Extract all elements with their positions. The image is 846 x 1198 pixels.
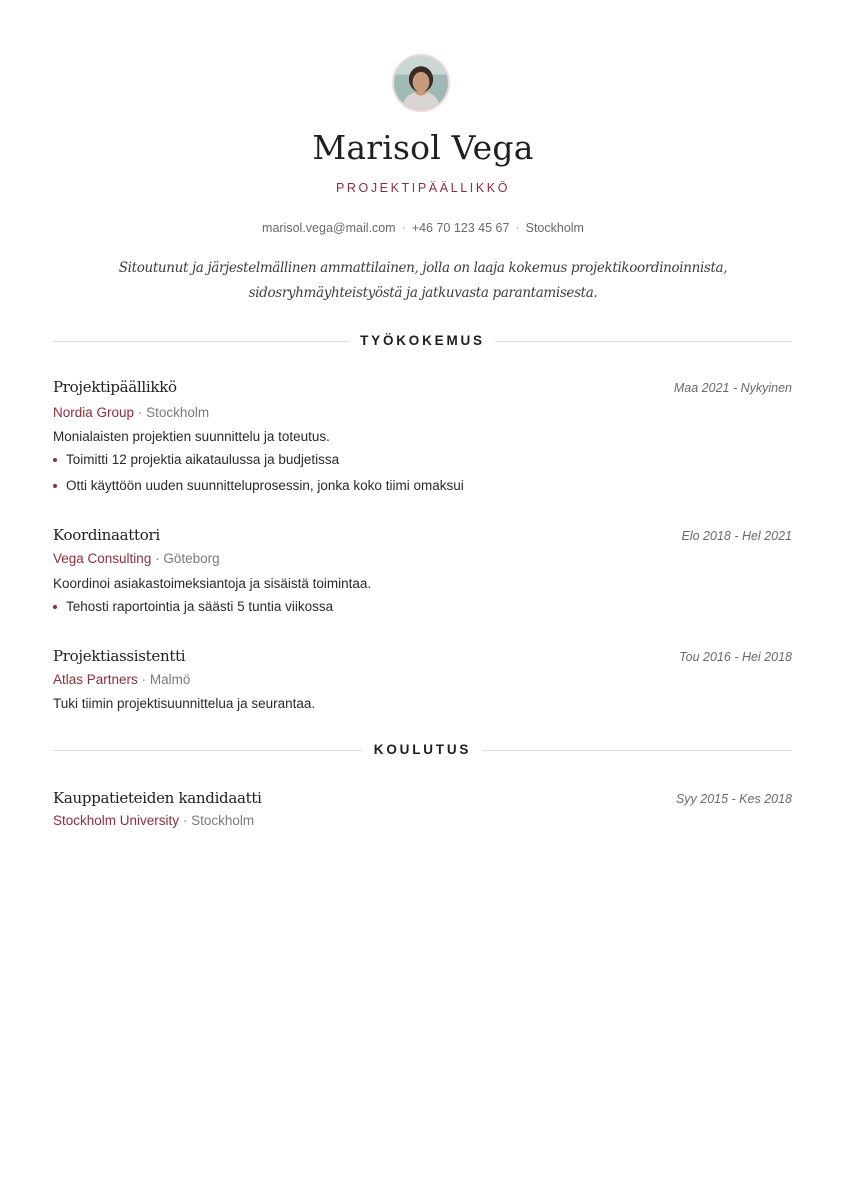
contact-separator: · [515,221,520,235]
achievement-item [53,450,464,476]
profile-summary: Sitoutunut ja järjestelmällinen ammattilainen, jolla on laaja kokemus projektikoordinoinnista, sidosryhmäyhteistyöstä ja jatkuvasta parantamisesta. [118,260,728,301]
job-description: Tuki tiimin projektisuunnittelua ja seurantaa. [53,696,316,711]
achievement-list [53,450,464,502]
org-separator: · [155,551,160,566]
education-entry [53,789,792,835]
bullet-icon [53,458,57,462]
achievement-list [53,597,333,623]
section-header-experience [53,331,792,351]
experience-entry [53,647,792,717]
job-dates: Elo 2018 - Hel 2021 [681,529,792,543]
job-city: Malmö [149,672,191,687]
profile-photo [394,56,448,110]
company-name: Nordia Group [53,405,135,420]
candidate-name: Marisol Vega [312,128,534,167]
job-city: Göteborg [163,551,220,566]
job-organization [53,405,209,420]
degree-title: Kauppatieteiden kandidaatti [53,789,262,807]
job-description: Koordinoi asiakastoimeksiantoja ja sisäistä toimintaa. [53,576,372,591]
email-link[interactable]: marisol.vega@mail.com [262,221,396,235]
job-title: Projektipäällikkö [53,378,177,396]
section-title-experience: TYÖKOKEMUS [360,333,485,348]
company-name: Atlas Partners [53,672,138,687]
section-header-education [53,740,792,760]
achievement-text: Tehosti raportointia ja säästi 5 tuntia viikossa [66,599,334,614]
achievement-item [53,597,333,623]
section-title-education: KOULUTUS [373,742,472,757]
org-separator: · [182,813,188,828]
achievement-text: Otti käyttöön uuden suunnitteluprosessin, jonka koko tiimi omaksui [66,478,464,493]
job-role: PROJEKTIPÄÄLLIKKÖ [335,181,511,195]
job-description: Monialaisten projektien suunnittelu ja toteutus. [53,429,330,444]
experience-entry [53,526,792,618]
company-name: Vega Consulting [53,551,152,566]
achievement-text: Toimitti 12 projektia aikataulussa ja budjetissa [66,452,340,467]
job-dates: Tou 2016 - Hei 2018 [679,650,792,664]
education-institution [53,813,254,828]
education-dates: Syy 2015 - Kes 2018 [675,792,792,806]
job-title: Koordinaattori [53,526,160,544]
experience-entry [53,378,792,496]
bullet-icon [53,605,57,609]
phone-number: +46 70 123 45 67 [411,221,510,235]
avatar [392,54,450,112]
job-dates: Maa 2021 - Nykyinen [673,381,792,395]
school-name: Stockholm University [53,813,180,828]
org-separator: · [137,405,143,420]
bullet-icon [53,484,57,488]
job-title: Projektiassistentti [53,647,186,665]
job-city: Stockholm [146,405,210,420]
school-city: Stockholm [191,813,255,828]
contact-line [0,221,846,235]
org-separator: · [141,672,147,687]
job-organization [53,551,220,566]
achievement-item [53,476,464,502]
contact-separator: · [401,221,406,235]
contact-location: Stockholm [525,221,584,235]
job-organization [53,672,190,687]
